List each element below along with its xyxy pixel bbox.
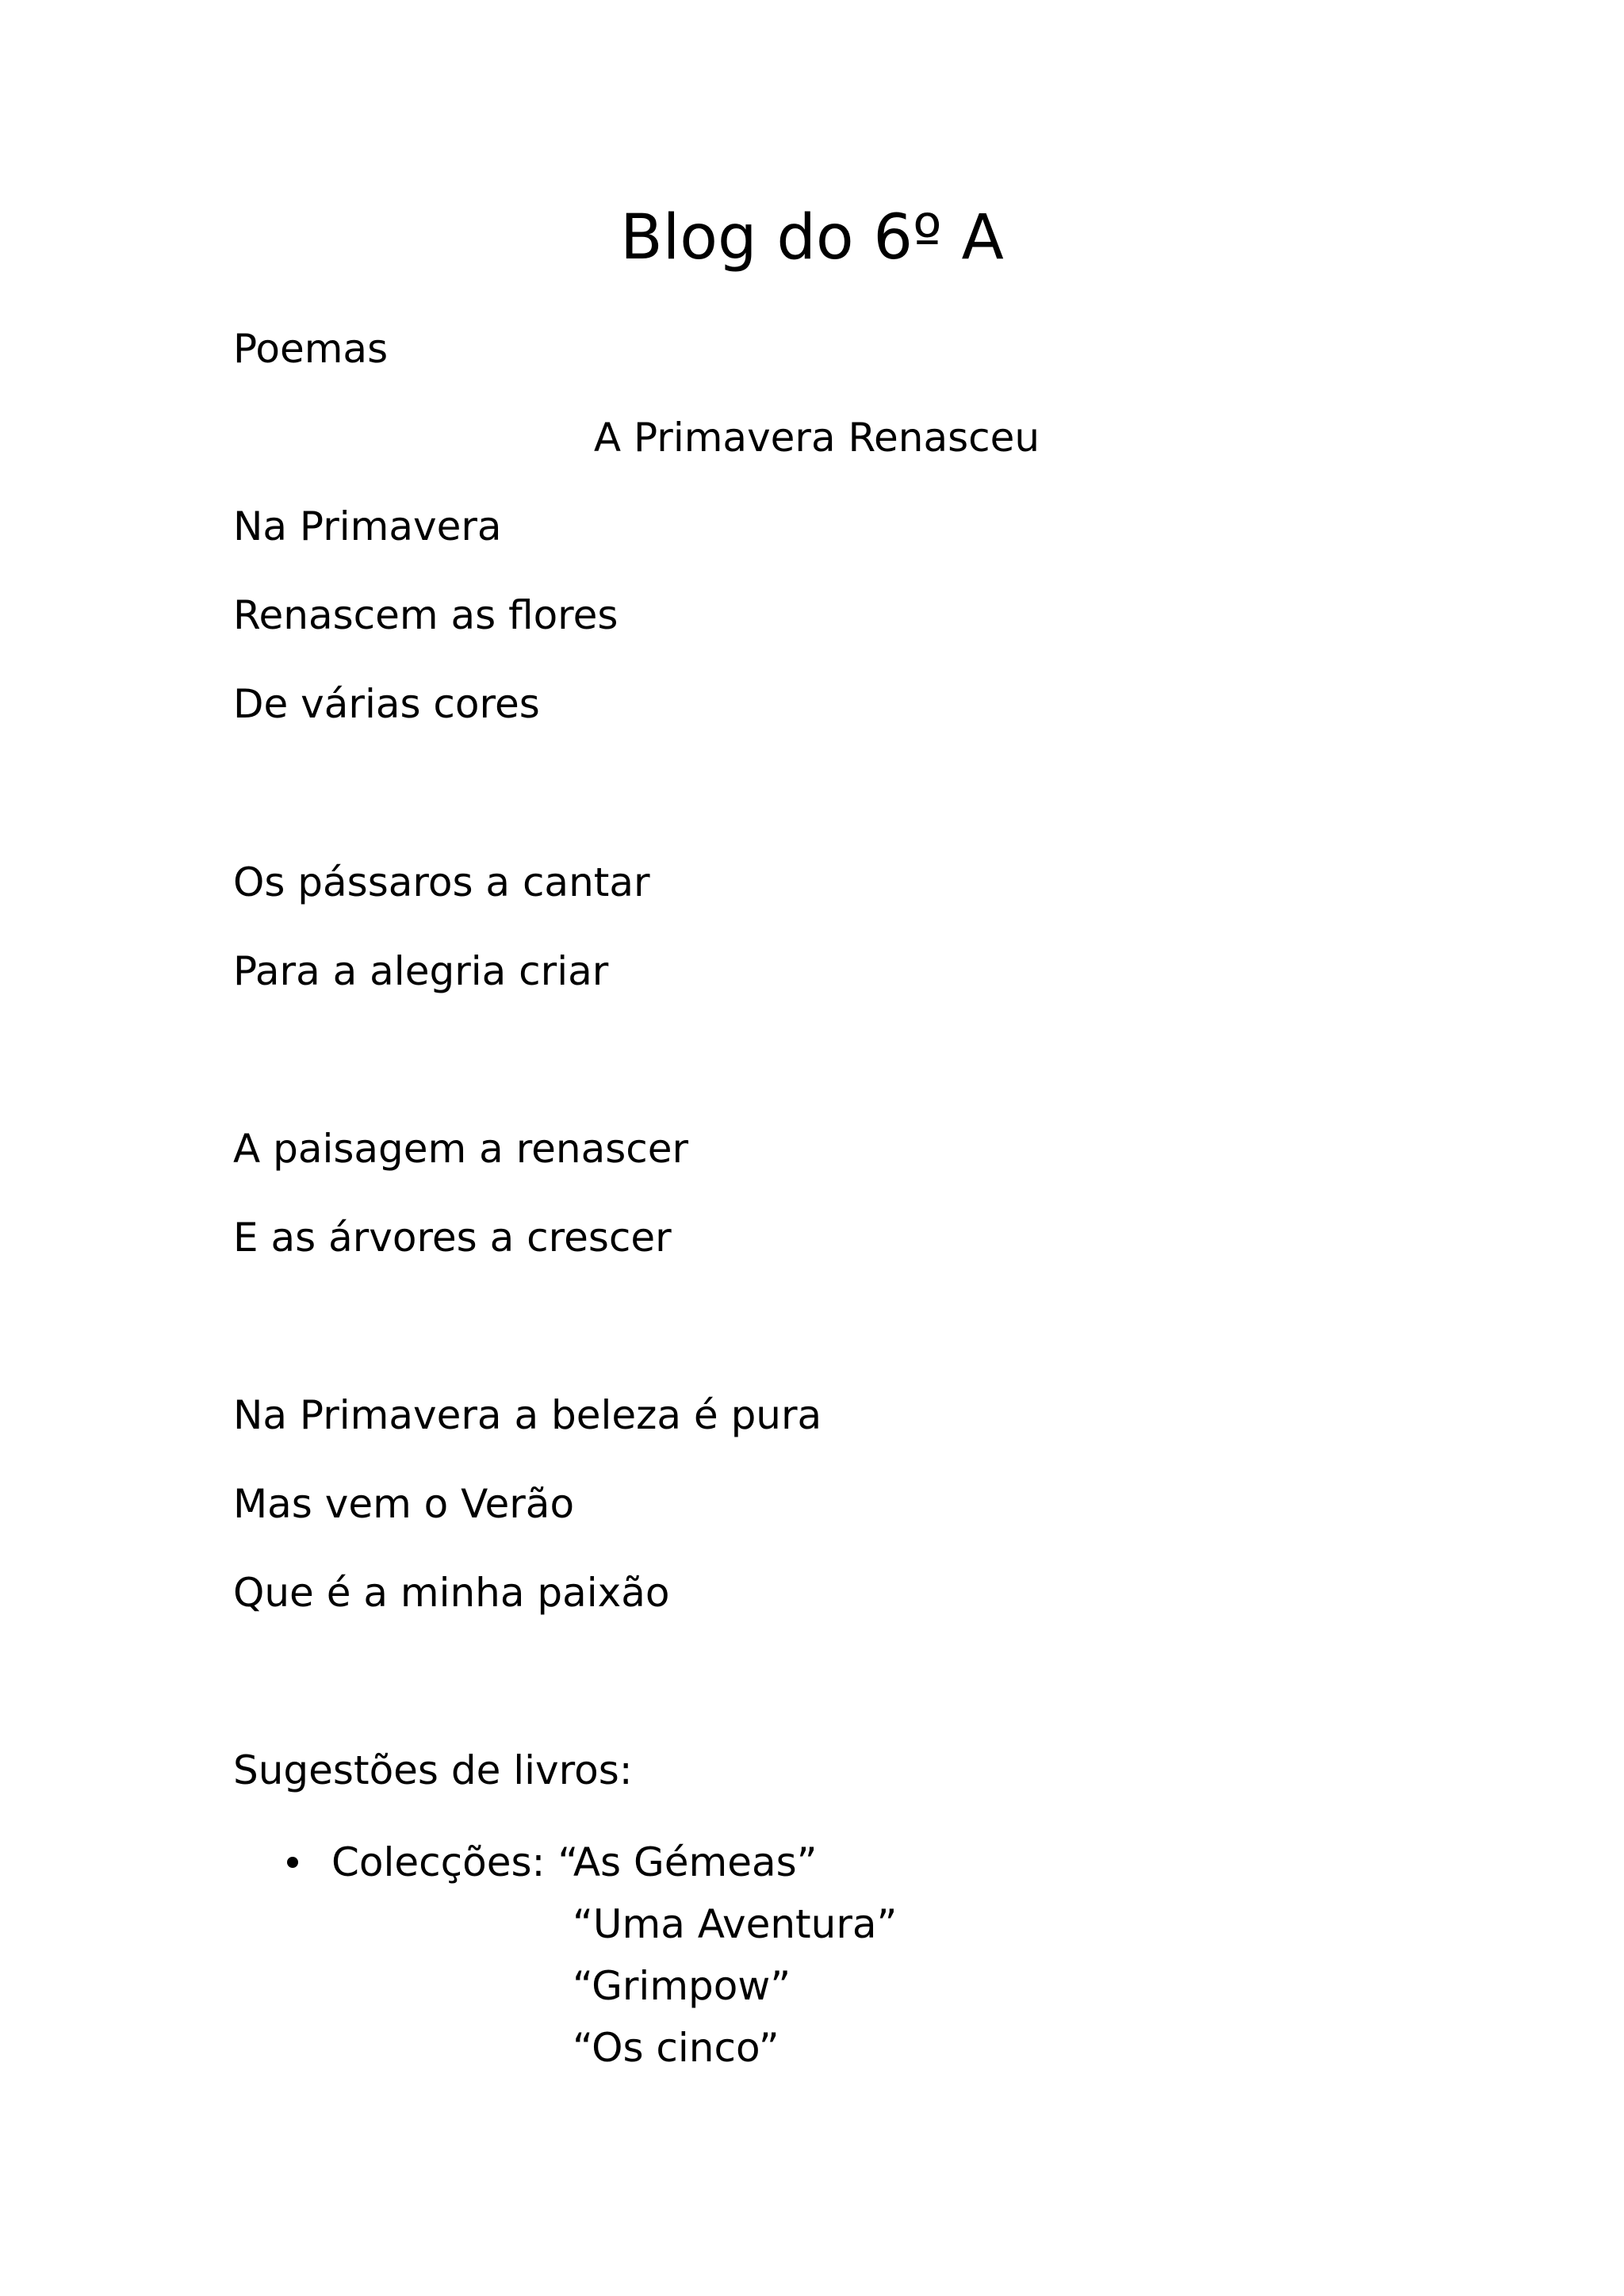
collection-title: “Grimpow” xyxy=(573,1963,791,2009)
poem-line: Os pássaros a cantar xyxy=(233,859,650,905)
collection-title: “As Gémeas” xyxy=(557,1839,818,1885)
list-item xyxy=(287,1831,818,1893)
book-suggestions-list xyxy=(287,1831,818,1893)
collection-title: “Uma Aventura” xyxy=(573,1901,898,1947)
collection-title: “Os cinco” xyxy=(573,2025,779,2071)
poem-line: Na Primavera a beleza é pura xyxy=(233,1392,822,1438)
bullet-icon xyxy=(287,1857,298,1868)
poem-line: A paisagem a renascer xyxy=(233,1126,689,1172)
poem-line: Na Primavera xyxy=(233,503,502,549)
section-heading-books: Sugestões de livros: xyxy=(233,1747,633,1793)
collections-label: Colecções: xyxy=(331,1839,546,1885)
poem-line: E as árvores a crescer xyxy=(233,1215,672,1261)
poem-line: Renascem as flores xyxy=(233,592,619,638)
section-heading-poems: Poemas xyxy=(233,326,389,372)
poem-line: De várias cores xyxy=(233,681,540,727)
poem-title: A Primavera Renasceu xyxy=(593,415,1040,461)
poem-line: Mas vem o Verão xyxy=(233,1481,575,1527)
poem-line: Que é a minha paixão xyxy=(233,1570,670,1616)
page-title: Blog do 6º A xyxy=(620,202,1004,274)
poem-line: Para a alegria criar xyxy=(233,948,609,994)
